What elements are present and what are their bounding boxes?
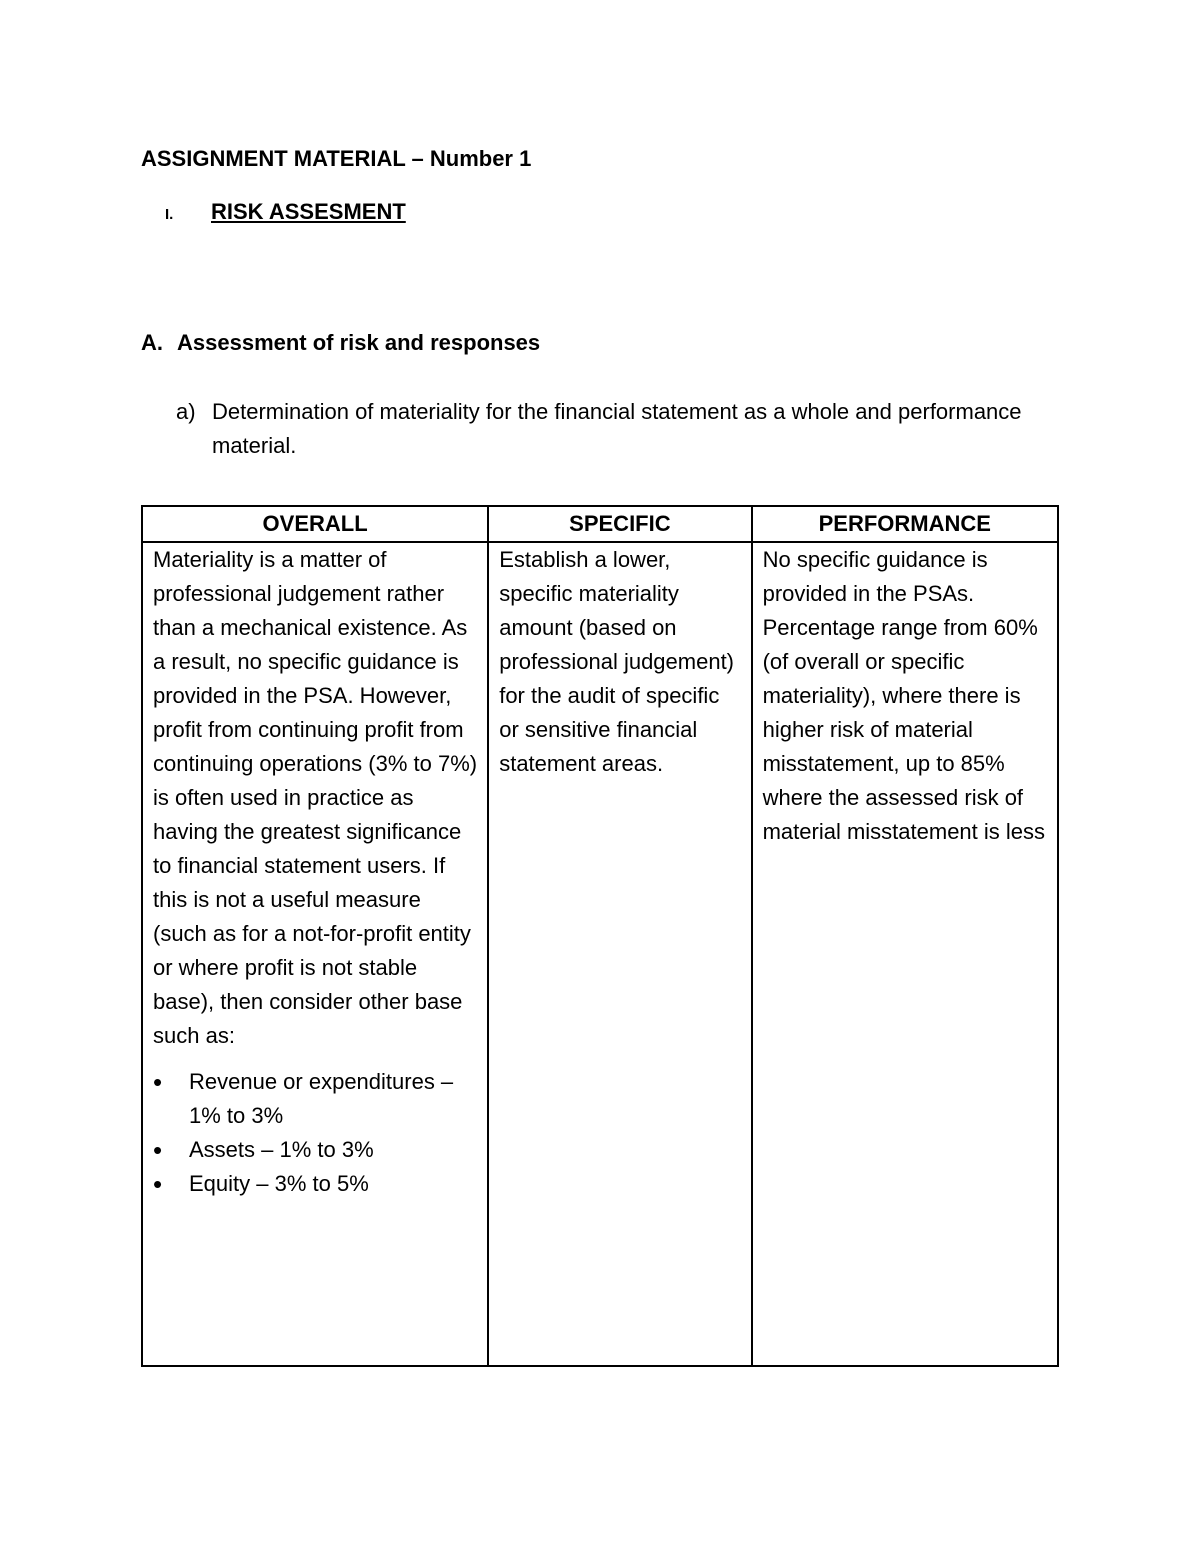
specific-text: Establish a lower, specific materiality amount (based on professional judgement) for the audit of specific or sensitive financial statement areas. <box>499 547 735 776</box>
performance-text: No specific guidance is provided in the PSAs. Percentage range from 60% (of overall or specific materiality), where there is higher risk of material misstatement, up to 85% where the assessed risk of material misstatement is less <box>762 547 1046 844</box>
materiality-table <box>141 505 1059 1367</box>
subsection-heading-text: Assessment of risk and responses <box>177 330 541 355</box>
cell-specific <box>488 542 751 1366</box>
header-specific: SPECIFIC <box>488 506 751 542</box>
subsection-letter: A. <box>141 330 163 355</box>
page-title: ASSIGNMENT MATERIAL – Number 1 <box>141 146 532 171</box>
bullet-item: • Equity – 3% to 5% <box>153 1167 477 1201</box>
bullet-item: • Revenue or expenditures – 1% to 3% <box>153 1065 477 1133</box>
header-overall: OVERALL <box>142 506 488 542</box>
cell-performance <box>752 542 1058 1366</box>
list-item-text: Determination of materiality for the financial statement as a whole and performance material. <box>212 399 1022 458</box>
header-performance: PERFORMANCE <box>752 506 1058 542</box>
section-heading <box>141 199 406 225</box>
subsection-heading <box>141 330 540 356</box>
list-item <box>176 395 1056 463</box>
list-item-marker: a) <box>176 399 196 424</box>
table-header-row <box>142 506 1058 542</box>
bullet-item: • Assets – 1% to 3% <box>153 1133 477 1167</box>
table-row <box>142 542 1058 1366</box>
overall-bullet-list <box>153 1065 477 1201</box>
overall-text: Materiality is a matter of professional judgement rather than a mechanical existence. As a result, no specific guidance is provided in the PSA. However, profit from continuing profit from continuing operations (3% to 7%) is often used in practice as having the greatest significance to financial statement users. If this is not a useful measure (such as for a not-for-profit entity or where profit is not stable base), then consider other base such as: <box>153 547 478 1048</box>
section-heading-text: RISK ASSESMENT <box>211 199 406 224</box>
section-numeral: I. <box>165 206 174 223</box>
cell-overall <box>142 542 488 1366</box>
